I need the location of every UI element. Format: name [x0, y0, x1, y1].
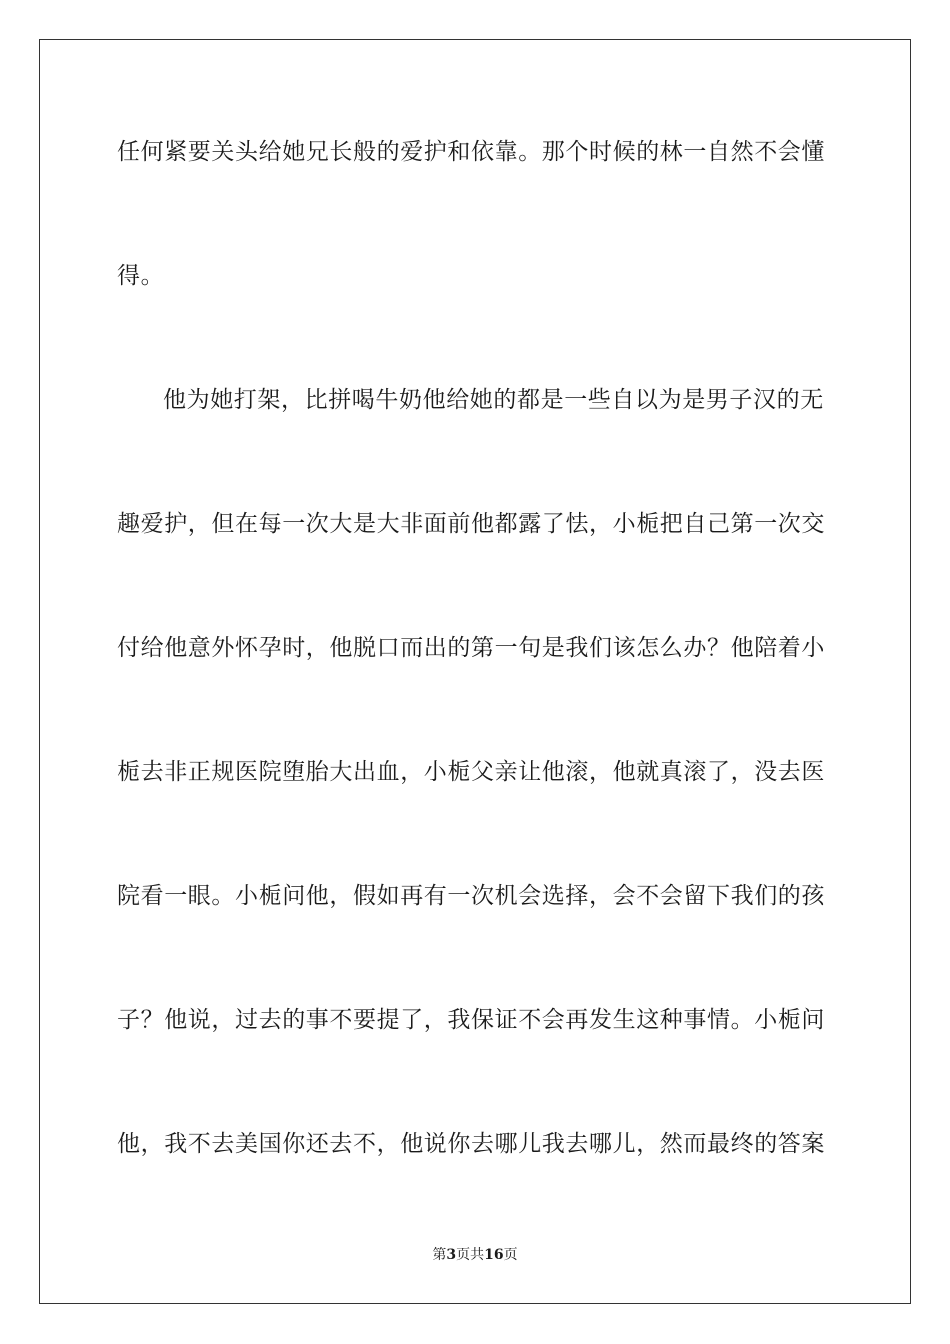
text-line-4: 趣爱护，但在每一次大是大非面前他都露了怯，小栀把自己第一次交 [117, 511, 825, 537]
text-line-1: 任何紧要关头给她兄长般的爱护和依靠。那个时候的林一自然不会懂 [117, 139, 825, 165]
text-line-3: 他为她打架，比拼喝牛奶他给她的都是一些自以为是男子汉的无 [163, 387, 824, 413]
total-prefix: 共 [470, 1247, 485, 1263]
page-suffix: 页 [456, 1247, 471, 1263]
page-border [39, 39, 911, 1304]
text-line-9: 他，我不去美国你还去不，他说你去哪儿我去哪儿，然而最终的答案 [117, 1131, 825, 1157]
text-line-6: 栀去非正规医院堕胎大出血，小栀父亲让他滚，他就真滚了，没去医 [117, 759, 825, 785]
page-prefix: 第 [432, 1247, 447, 1263]
text-line-2: 得。 [117, 263, 165, 289]
total-pages: 16 [484, 1247, 504, 1263]
page-footer [0, 1245, 950, 1265]
page-number: 3 [446, 1247, 457, 1263]
total-suffix: 页 [503, 1247, 518, 1263]
text-line-5: 付给他意外怀孕时，他脱口而出的第一句是我们该怎么办？他陪着小 [117, 635, 825, 661]
text-line-8: 子？他说，过去的事不要提了，我保证不会再发生这种事情。小栀问 [117, 1007, 825, 1033]
text-line-7: 院看一眼。小栀问他，假如再有一次机会选择，会不会留下我们的孩 [117, 883, 825, 909]
